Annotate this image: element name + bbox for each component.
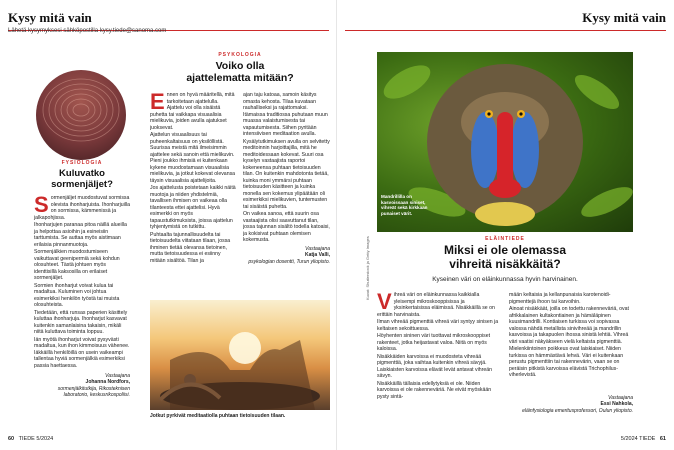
mandrill-photo — [377, 52, 633, 232]
fingerprint-ridges-icon — [36, 70, 126, 160]
article2-title: Voiko olla ajattelematta mitään? — [186, 60, 294, 84]
article1-kicker: FYSIOLOGIA — [61, 160, 103, 166]
left-page-number: 60 TIEDE 5/2024 — [8, 436, 54, 442]
article2-col1: Ennen on hyvä määritellä, mitä tarkoitetaan ajattelulla. Ajattelu voi olla sisäistä puhetta tai vaikkapa visuaalisia mielikuvia, joiden avulla ajatukset juoksevat. Ajattelun visuaalisuus tai puheenkaltaisuus on yksilöllistä. Suurissa meistä mitä ilmeisimmin ajattelee sekä sanoin että mielikuvin. Pieni joukko ihmisiä ei kuitenkaan kykene muodostamaan visuaalisia mielikuvia, ja jotkut kokevat olevansa täysin visuaalisia ajattelijoita. Jos ajattelusta poistetaan kaikki näitä muotoja ja niiden yhdistelmiä, tavallisen ihmisen on vaikeaa olla tilanteesta ettei ajattelisi. Hyvä esimerkki on myös tapaustutkimuksista, joissa ajattelun tyhjentymistä on tutkittu. Puhtaalta tajunnallisuudelta tai tietoisuudelta viitataan tilaan, jossa ihminen tietää olevansa tietoinen, mutta tietoisuudessa ei esiinny mitään sisältöä. Tilan ja — [150, 92, 236, 264]
article3-signature: Vastaajana Essi Nahkola, eläinfysiologia emeritusprofessori, Oulun yliopisto. — [522, 395, 633, 414]
left-header-subtitle: Lähetä kysymyksesi sähköpostilla kysy.tiede@sanoma.com — [8, 28, 167, 34]
mandrill-caption: Mandrillilla on kasvoissaan siniset, vihreät sekä kirkkaan punaiset värit. — [381, 194, 428, 216]
right-page — [337, 0, 674, 450]
meditation-photo — [150, 300, 330, 410]
meditation-caption: Jotkut pyrkivät meditaatiolla puhtaan tietoisuuden tilaan. — [150, 413, 286, 419]
article1-signature: Vastaajana Johanna Nordfors, sormenjälkitutkija, Rikosteknisen laboratorio, keskusrikospoliisi. — [57, 373, 130, 398]
article2-col2: ajan taju katoaa, samoin käsitys omasta kehosta. Tilaa kuvataan rauhalliseksi ja rajattomaksi. Itämaissa traditiossa puhutaan muun muassa valaistumisesta tai vapautumisesta. Siihen pyritään intensiivisen meditaation avulla. Kysälytutkimuksen avulla on selvitetty meditoinnin harjoittajilla, mitä he meditoidessaan kokevat. Suuri osa kyselyn vastaajista raportoi kokeneensa puhtaan tietoisuuden tilan. On kuitenkin mahdotonta tietää, kuinka moni ymmärsi puhtaan tietoisuuden käsitteen ja kuinka monella sen kokemus ylipäätään oli esimerkiksi mielikuvien, tuntemusten tai sisäistä puhetta. On vaikea sanoa, että suurin osa vastaajista olisi saavuttanut tilan, jossa tajunnan sisältö todella katoaisi, ja kokisivat puhtaan olemisen kokemusta. — [243, 92, 330, 242]
photo-credit: Kuvat: Shutterstock ja Getty Images — [365, 236, 370, 300]
thinking-article — [150, 52, 330, 280]
article1-body: Sormenjäljet muodostuvat sormissa olevista ihonharjuista. Ihonharjuilla on sormissa, kämmenissä ja jalkapohjissa. Ihonharjujen paranaa pitoa näillä alueilla ja helpottaa asioihin ja esineisiin tarttumista. Se auttaa myös aistimaan erilaisia pinnanmuotoja. Sormenjälkien muodostumiseen vaikuttavat geenipermiä sekä kohdun olosuhteet. Tästä johtuen myös identtisillä kaksosilla on erilaiset sormenjäljet. Sormien ihonharjut voivat kulua tai madaltua. Kuluminen voi johtua esimerkiksi henkilön työstä tai muista olosuhteista. Tiedetään, että runsas paperien käsittely kuluttaa ihonharjuja. Ihonharjut kasvavat kuitenkin samanlaisina takaisin, mikäli niitä kuluttava toiminta loppuu. Iän myötä ihonharjut voivat pysyvästi madaltua, kun ihon kimmoisuus vähenee. Iäkkäillä henkilöillä on usein vaikeampi tallentaa hyviä sormenjälkiä esimerkiksi passia haettaessa. — [34, 192, 130, 369]
left-section-title: Kysy mitä vain — [8, 10, 92, 25]
article2-kicker: PSYKOLOGIA — [218, 52, 262, 58]
article1-title: Kuluvatko sormenjäljet? — [51, 168, 113, 190]
article1-dropcap: S — [34, 192, 49, 217]
article3-col1: Vihreä väri on eläinkunnassa kaikkialla yleisempi mikroskooppisissa ja yksinkertaisissa eläimissä. Nisäkkäillä se on erittäin harvinaista. Ilman vihreää pigmenttiä vihreä väri syntyy sinisen ja keltaisen sekoittuessa. Höyhenten sininen väri tuottavat mikroskooppiset rakenteet, jotka heijastavat valoa. Niitä on myös kaloissa. Nisäkkäiden karvoissa ei muodosteta vihreää pigmenttiä, joka vaihtaa kuitenkin vihreä sävyjä. Laiskiaisten karvoissa elävät levät antavat vihreän sävyn. Nisäkkäillä tällaisia edellytyksiä ei ole. Niiden karvoissa ei ole rakenneväriä. Ne eivät myöskään pysty sintä- — [377, 292, 499, 400]
article3-title: Miksi ei ole olemassa vihreitä nisäkkäitä? — [443, 243, 567, 271]
article3-kicker: ELÄINTIEDE — [485, 236, 525, 242]
fingerprint-article — [34, 160, 130, 398]
meditating-person-icon — [150, 300, 330, 410]
right-section-title: Kysy mitä vain — [582, 10, 666, 25]
fingerprint-image — [36, 70, 126, 160]
right-page-number: 5/2024 TIEDE 61 — [620, 436, 666, 442]
right-header — [345, 8, 666, 31]
article2-signature: Vastaajana Katja Valli, psykologian dosentti, Turun yliopisto. — [248, 246, 330, 265]
article3-dropcap: V — [377, 292, 392, 314]
article2-dropcap: E — [150, 92, 165, 114]
article3-lead: Kyseinen väri on eläinkunnassa hyvin harvinainen. — [432, 276, 578, 283]
article3-col2: mään keltaisia ja kellanpunaisia karotenoidi-pigmenttejä ihoon tai karvoihin. Ainoat nisäkkäät, joilla on todettu rakenneväriä, ovat afrikkalainen kultakontiainen ja hämäläpinen kuusimandrilli. Kontiaisen turkissa voi sopivassa valossa nähdä metallista sinivihreää ja mandrillin kasvoissa ja takapuolen ihossa sinistä lehtiä. Vihreä väri vaatisi näkyäkseen vielä keltaista pigmenttiä. Mielenkiintoinen poikkeus ovat laiskiaiset. Niiden turkissa on hämmästävä lehvä. Väri ei kuitenkaan perustu pigmenttiin tai rakennevärin, vaan se on peräisin pitkistä karvoissa elävistä Trichophilus-viherlevistä. — [509, 292, 629, 378]
